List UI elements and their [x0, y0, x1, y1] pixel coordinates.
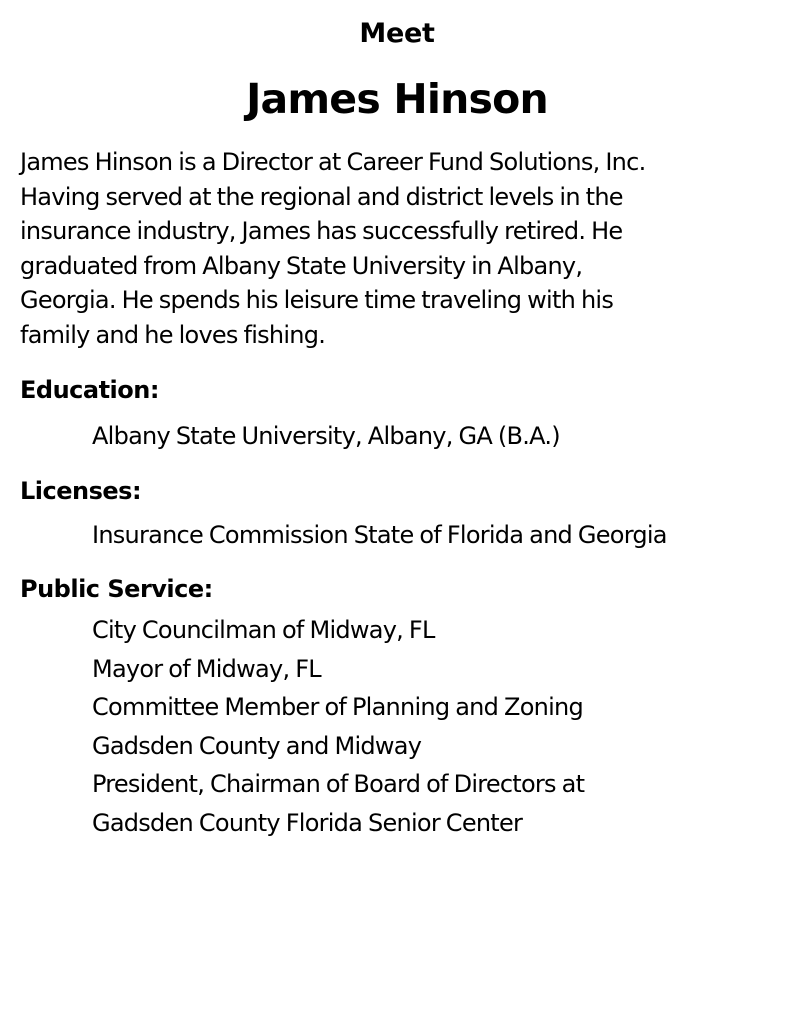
public-service-item: Mayor of Midway, FL — [92, 654, 321, 683]
bio-line: Having served at the regional and district levels in the — [20, 182, 623, 211]
bio-line: insurance industry, James has successfully retired. He — [20, 217, 623, 245]
bio-line: James Hinson is a Director at Career Fund Solutions, Inc. — [20, 148, 646, 176]
page-title: James Hinson — [246, 75, 548, 123]
licenses-list — [92, 516, 667, 555]
licenses-heading: Licenses: — [20, 477, 142, 505]
bio-paragraph — [20, 145, 780, 352]
license-item: Insurance Commission State of Florida and Georgia — [92, 521, 667, 549]
public-service-item: Gadsden County Florida Senior Center — [92, 808, 523, 837]
public-service-item: City Councilman of Midway, FL — [92, 616, 435, 644]
education-list — [92, 417, 560, 456]
education-heading: Education: — [20, 376, 159, 404]
bio-line: Georgia. He spends his leisure time traveling with his — [20, 286, 614, 314]
public-service-item: Committee Member of Planning and Zoning — [92, 693, 583, 722]
bio-line: family and he loves fishing. — [20, 320, 326, 349]
public-service-list — [92, 611, 584, 843]
page-pretitle: Meet — [359, 18, 435, 49]
public-service-item: Gadsden County and Midway — [92, 731, 422, 760]
bio-line: graduated from Albany State University in Albany, — [20, 251, 583, 280]
education-item: Albany State University, Albany, GA (B.A.) — [92, 422, 560, 450]
public-service-heading: Public Service: — [20, 575, 213, 603]
public-service-item: President, Chairman of Board of Directors at — [92, 770, 585, 799]
